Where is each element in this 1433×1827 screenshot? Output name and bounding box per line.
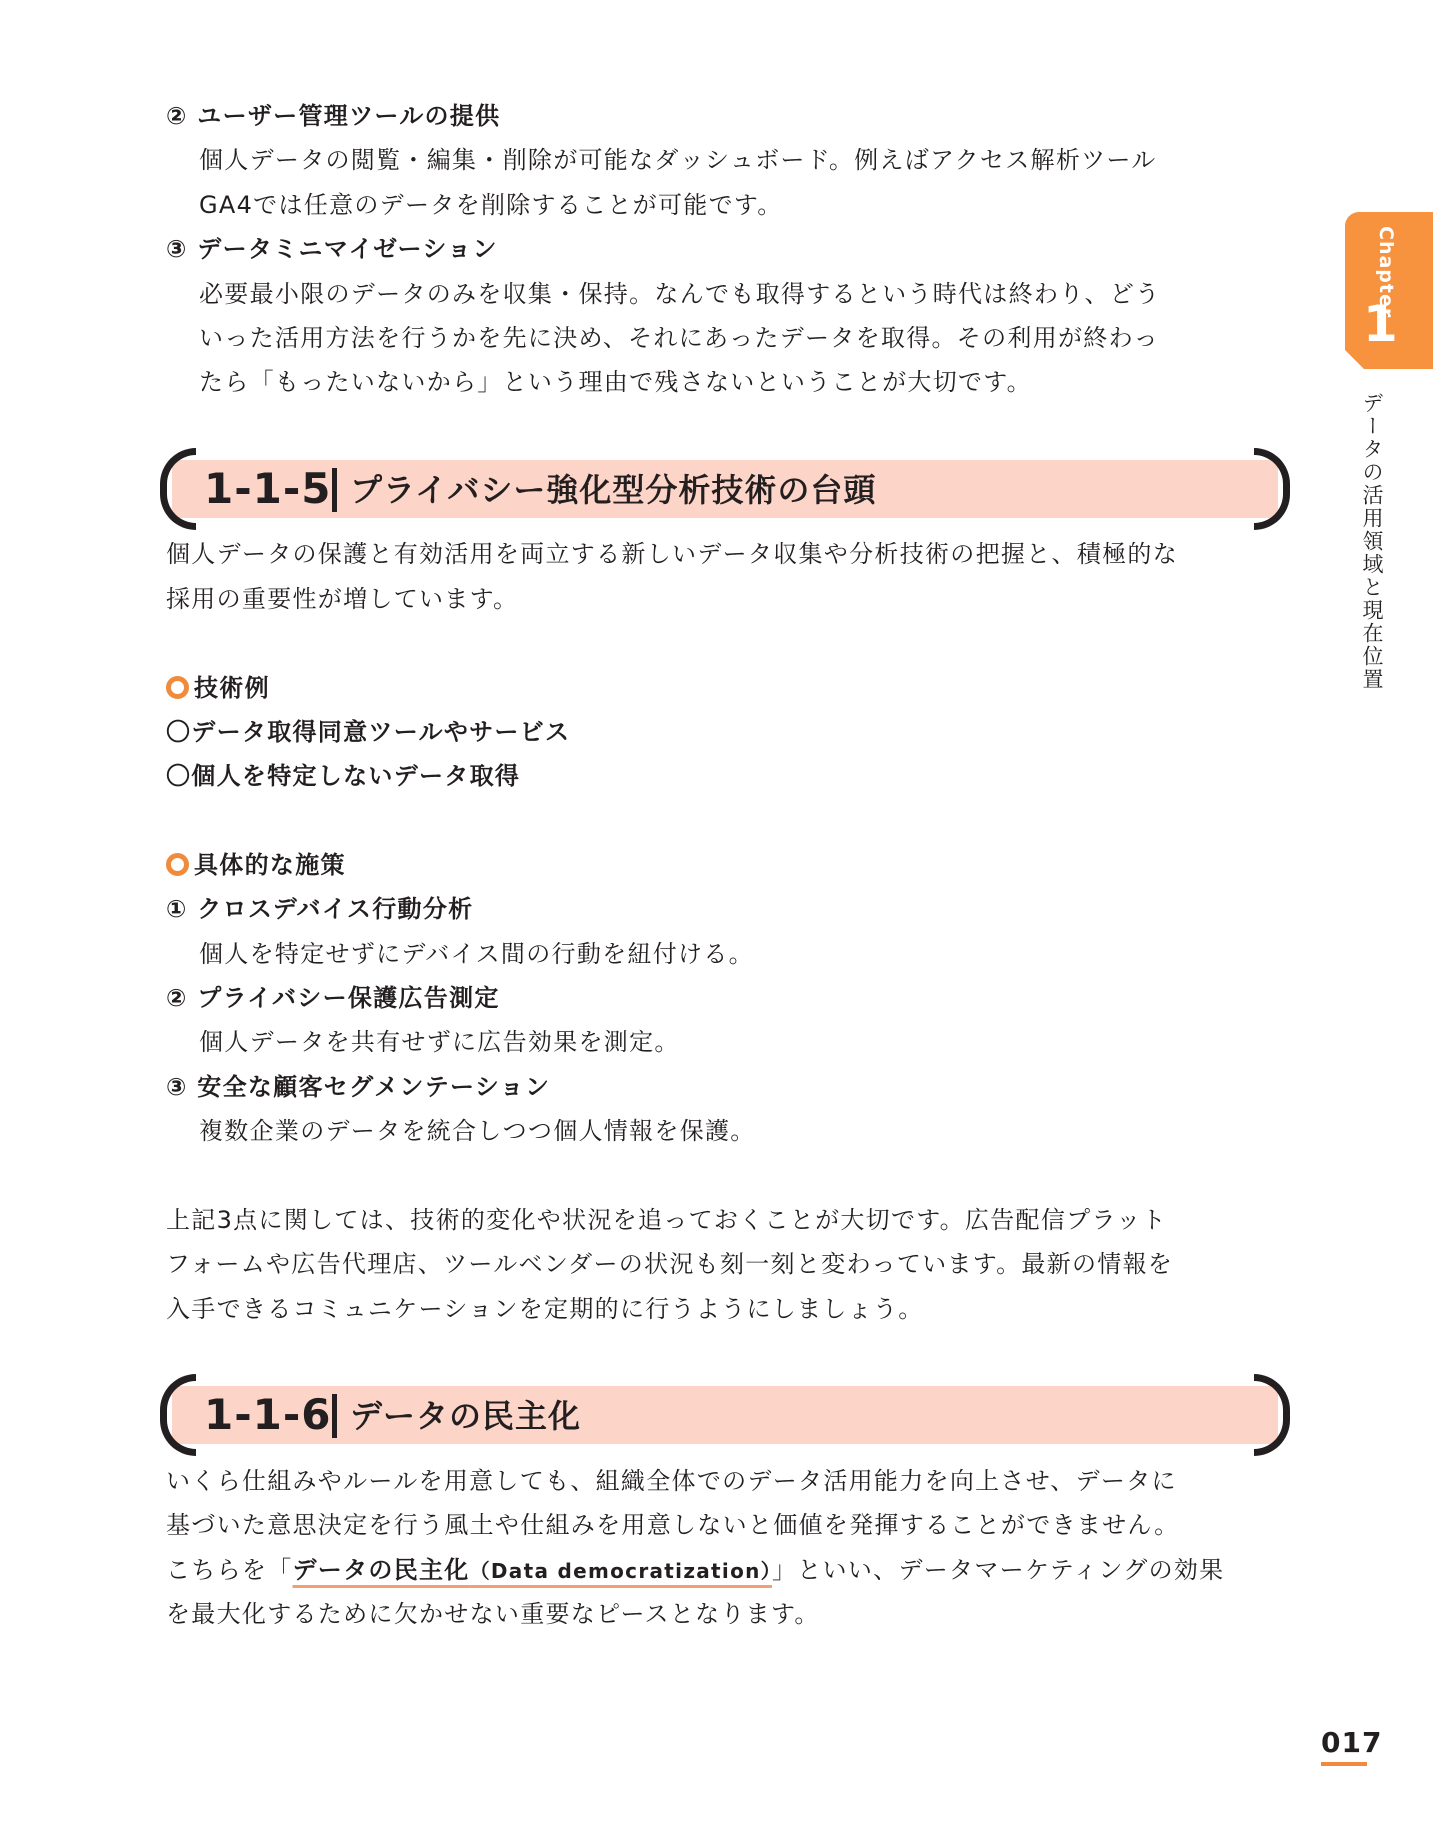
section-1-1-5-para-line1: 個人データの保護と有効活用を両立する新しいデータ収集や分析技術の把握と、積極的な [166,540,1178,568]
section-number: 1-1-5 [204,464,332,513]
right-bracket [1254,1374,1290,1456]
item-2-text-line2: GA4では任意のデータを削除することが可能です。 [199,191,783,219]
heading-divider [332,468,337,512]
section-number: 1-1-6 [204,1390,332,1439]
left-bracket [160,448,196,530]
item-3-text-line1: 必要最小限のデータのみを収集・保持。なんでも取得するという時代は終わり、どう [199,280,1161,308]
measure-3-title: ③ 安全な顧客セグメンテーション [166,1073,551,1101]
item-3-text-line2: いった活用方法を行うかを先に決め、それにあったデータを取得。その利用が終わっ [199,324,1159,352]
chapter-tab [1345,212,1433,369]
section-heading-1-1-5 [160,446,1290,532]
tech-example-1: 〇データ取得同意ツールやサービス [166,718,571,746]
measure-3-text: 複数企業のデータを統合しつつ個人情報を保護。 [199,1117,756,1145]
section-heading-1-1-6 [160,1372,1290,1458]
section-1-1-6-para-line1: いくら仕組みやルールを用意しても、組織全体でのデータ活用能力を向上させ、データに [166,1467,1177,1495]
orange-ring-icon [166,676,189,699]
tech-examples-heading: 技術例 [166,672,270,704]
heading-divider [332,1394,337,1438]
summary-para-line1: 上記3点に関しては、技術的変化や状況を追っておくことが大切です。広告配信プラット [166,1206,1167,1234]
section-1-1-5-para-line2: 採用の重要性が増しています。 [166,585,519,613]
left-bracket [160,1374,196,1456]
section-title: データの民主化 [350,1397,582,1435]
chapter-number: 1 [1363,295,1398,353]
measures-heading: 具体的な施策 [166,849,346,881]
tech-example-2: 〇個人を特定しないデータ取得 [166,762,521,790]
section-1-1-6-para-line3: こちらを「データの民主化（Data democratization）」といい、データマーケティングの効果 [166,1556,1225,1584]
measure-1-text: 個人を特定せずにデバイス間の行動を紐付ける。 [199,940,754,968]
orange-ring-icon [166,853,189,876]
summary-para-line2: フォームや広告代理店、ツールベンダーの状況も刻一刻と変わっています。最新の情報を [166,1250,1174,1278]
right-bracket [1254,448,1290,530]
chapter-label: Chapter [1375,226,1397,319]
page-number: 017 [1321,1726,1383,1759]
heading-band [172,1386,1278,1444]
section-1-1-6-para-line2: 基づいた意思決定を行う風土や仕組みを用意しないと価値を発揮することができません。 [166,1511,1180,1539]
section-title: プライバシー強化型分析技術の台頭 [350,471,877,509]
page-number-underline [1321,1762,1367,1766]
measure-2-title: ② プライバシー保護広告測定 [166,984,500,1012]
chapter-tab-notch [1345,350,1367,372]
item-2-text-line1: 個人データの閲覧・編集・削除が可能なダッシュボード。例えばアクセス解析ツール [199,146,1157,174]
section-1-1-6-para-line4: を最大化するために欠かせない重要なピースとなります。 [166,1600,820,1628]
item-3-text-line3: たら「もったいないから」という理由で残さないということが大切です。 [199,368,1032,396]
measure-2-text: 個人データを共有せずに広告効果を測定。 [199,1028,680,1056]
measure-1-title: ① クロスデバイス行動分析 [166,895,474,923]
item-3-title: ③ データミニマイゼーション [166,235,498,263]
item-2-title: ② ユーザー管理ツールの提供 [166,102,501,130]
chapter-title-vertical: データの活用領域と現在位置 [1360,392,1384,691]
summary-para-line3: 入手できるコミュニケーションを定期的に行うようにしましょう。 [166,1295,924,1323]
highlight-term: データの民主化（Data democratization） [292,1556,772,1584]
